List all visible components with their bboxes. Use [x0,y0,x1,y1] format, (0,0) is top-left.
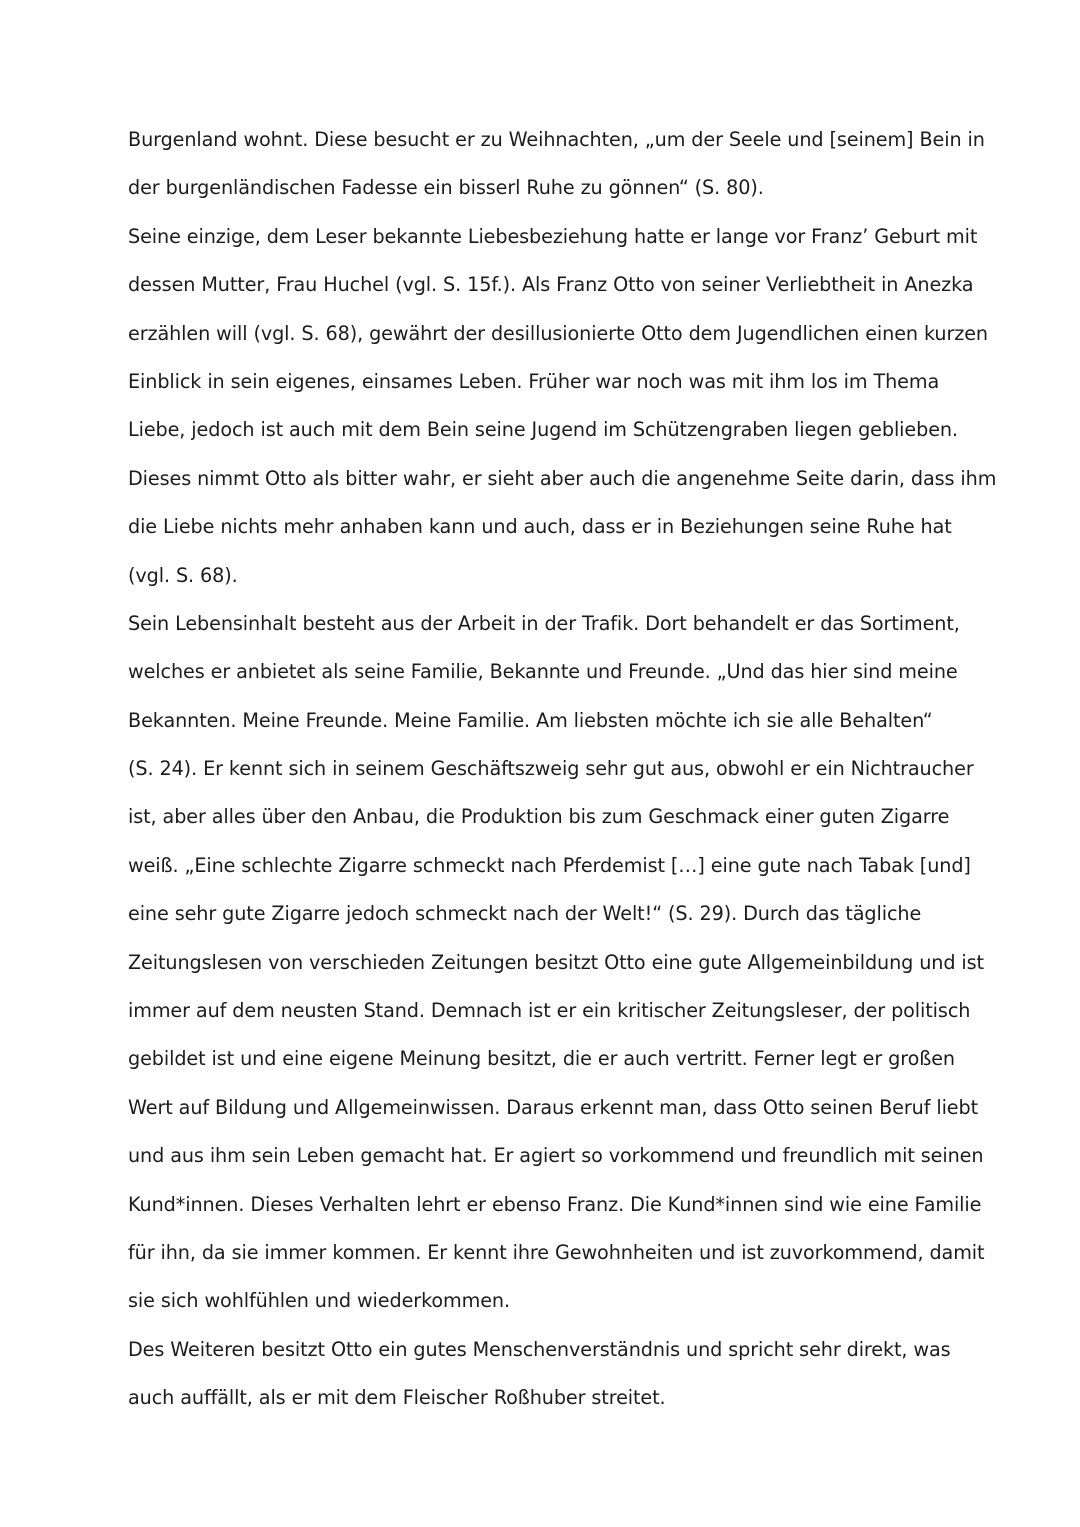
text-line: eine sehr gute Zigarre jedoch schmeckt nach der Welt!“ (S. 29). Durch das tägliche [128,902,922,926]
text-line: und aus ihm sein Leben gemacht hat. Er agiert so vorkommend und freundlich mit seinen [128,1144,984,1168]
text-line: auch auffällt, als er mit dem Fleischer Roßhuber streitet. [128,1386,666,1410]
text-line: Des Weiteren besitzt Otto ein gutes Menschenverständnis und spricht sehr direkt, was [128,1337,951,1361]
body-text [128,116,997,1423]
text-line: Einblick in sein eigenes, einsames Leben. Früher war noch was mit ihm los im Thema [128,369,940,393]
text-line: dessen Mutter, Frau Huchel (vgl. S. 15f.). Als Franz Otto von seiner Verliebtheit in Anezka [128,273,974,297]
text-line: erzählen will (vgl. S. 68), gewährt der desillusionierte Otto dem Jugendlichen einen kurzen [128,321,988,345]
text-line: Bekannten. Meine Freunde. Meine Familie. Am liebsten möchte ich sie alle Behalten“ [128,708,933,732]
text-line: weiß. „Eine schlechte Zigarre schmeckt nach Pferdemist […] eine gute nach Tabak [und] [128,853,971,877]
text-line: immer auf dem neusten Stand. Demnach ist er ein kritischer Zeitungsleser, der politisch [128,999,971,1023]
text-line: Liebe, jedoch ist auch mit dem Bein seine Jugend im Schützengraben liegen geblieben. [128,418,958,442]
text-line: die Liebe nichts mehr anhaben kann und auch, dass er in Beziehungen seine Ruhe hat [128,515,952,539]
text-line: ist, aber alles über den Anbau, die Produktion bis zum Geschmack einer guten Zigarre [128,805,950,829]
text-line: Dieses nimmt Otto als bitter wahr, er sieht aber auch die angenehme Seite darin, dass ihm [128,466,997,490]
text-line: (vgl. S. 68). [128,563,238,587]
text-line: Sein Lebensinhalt besteht aus der Arbeit in der Trafik. Dort behandelt er das Sortiment, [128,611,960,635]
text-line: gebildet ist und eine eigene Meinung besitzt, die er auch vertritt. Ferner legt er großen [128,1047,955,1071]
text-line: sie sich wohlfühlen und wiederkommen. [128,1289,510,1313]
text-line: Seine einzige, dem Leser bekannte Liebesbeziehung hatte er lange vor Franz’ Geburt mit [128,224,978,248]
text-line: (S. 24). Er kennt sich in seinem Geschäftszweig sehr gut aus, obwohl er ein Nichtraucher [128,757,974,781]
text-line: Wert auf Bildung und Allgemeinwissen. Daraus erkennt man, dass Otto seinen Beruf liebt [128,1095,979,1119]
text-line: welches er anbietet als seine Familie, Bekannte und Freunde. „Und das hier sind meine [128,660,958,684]
text-line: Burgenland wohnt. Diese besucht er zu Weihnachten, „um der Seele und [seinem] Bein in [128,128,985,151]
text-line: für ihn, da sie immer kommen. Er kennt ihre Gewohnheiten und ist zuvorkommend, damit [128,1240,985,1264]
text-line: Zeitungslesen von verschieden Zeitungen besitzt Otto eine gute Allgemeinbildung und ist [128,950,984,974]
text-line: der burgenländischen Fadesse ein bisserl Ruhe zu gönnen“ (S. 80). [128,176,764,200]
text-line: Kund*innen. Dieses Verhalten lehrt er ebenso Franz. Die Kund*innen sind wie eine Familie [128,1192,982,1216]
